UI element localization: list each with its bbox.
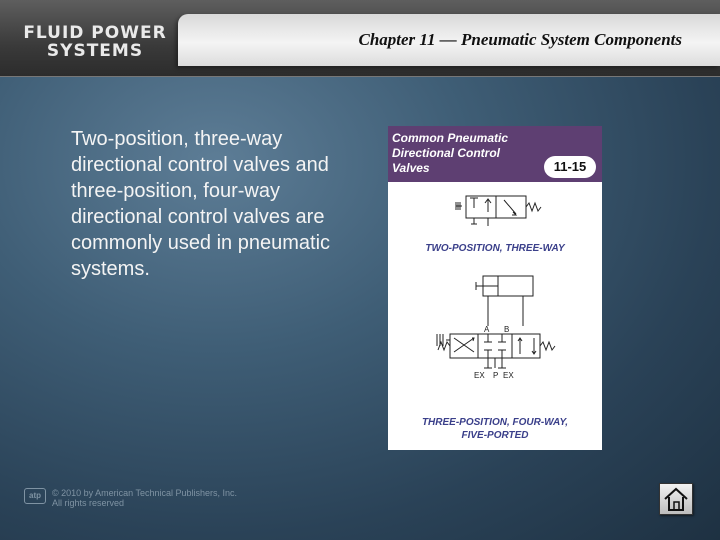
chapter-title: Chapter 11 — Pneumatic System Components xyxy=(358,30,682,49)
chapter-title-panel xyxy=(178,14,720,66)
caption-two-position-three-way: TWO-POSITION, THREE-WAY xyxy=(425,243,565,254)
slide-body-text: Two-position, three-way directional control valves and three-position, four-way directional control valves are commonly used in pneumatic systems. xyxy=(71,128,331,280)
home-icon xyxy=(660,484,692,514)
cylinder-symbol xyxy=(476,276,533,326)
port-ex-2-label: EX xyxy=(503,371,514,380)
home-button[interactable] xyxy=(659,483,693,515)
port-p-label: P xyxy=(493,371,499,380)
caption-line-1: THREE-POSITION, FOUR-WAY, xyxy=(421,417,569,428)
figure-number: 11-15 xyxy=(544,156,596,178)
publisher-logo: atp xyxy=(24,488,46,504)
copyright-text xyxy=(52,488,237,508)
figure-title-line-1: Common Pneumatic xyxy=(392,131,509,145)
figure-title-line-3: Valves xyxy=(392,161,430,175)
figure-header xyxy=(388,126,602,182)
copyright-notice xyxy=(24,488,237,508)
port-ex-1-label: EX xyxy=(474,371,485,380)
header-bar xyxy=(0,0,720,77)
two-position-three-way-valve-symbol xyxy=(456,196,541,226)
port-a-label: A xyxy=(484,325,490,334)
logo-line-1: FLUID POWER xyxy=(23,23,167,43)
figure-title xyxy=(392,131,542,176)
three-position-four-way-valve-symbol xyxy=(437,334,555,368)
valve-schematics xyxy=(388,182,602,450)
caption-three-position-four-way xyxy=(388,416,602,442)
logo-line-2: SYSTEMS xyxy=(46,41,144,61)
port-b-label: B xyxy=(504,325,510,334)
figure-title-line-2: Directional Control xyxy=(392,146,501,160)
copyright-line-1: © 2010 by American Technical Publishers, Inc. xyxy=(52,488,238,498)
copyright-line-2: All rights reserved xyxy=(52,498,125,508)
fluid-power-systems-logo xyxy=(20,24,170,60)
valve-figure xyxy=(388,126,602,450)
caption-line-2: FIVE-PORTED xyxy=(461,430,529,441)
